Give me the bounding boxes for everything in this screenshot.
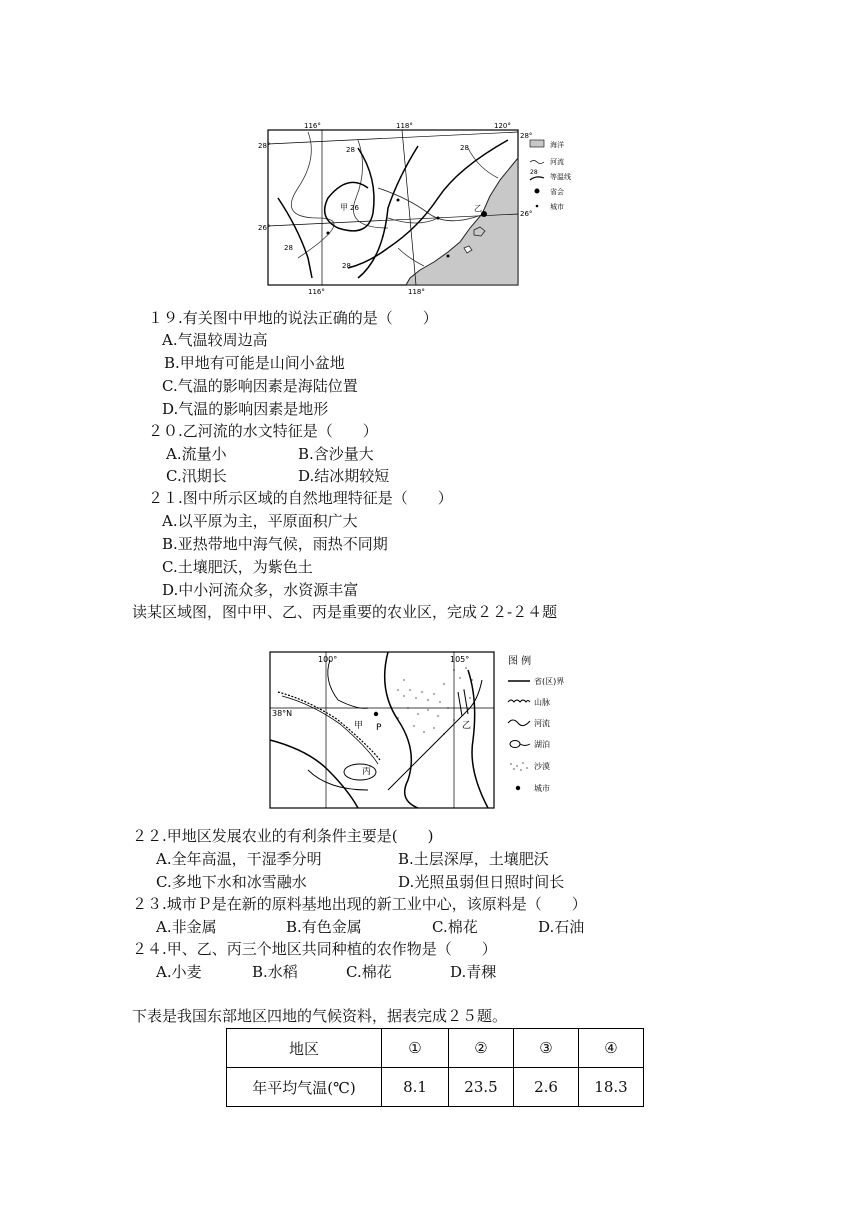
question-23-option-a: A.非金属 [156, 918, 217, 936]
table-header-row [227, 1029, 644, 1068]
lon-label: 105° [450, 655, 470, 664]
legend-sample: 28 [530, 169, 538, 176]
question-21-option-b: B.亚热带地中海气候，雨热不同期 [162, 535, 388, 553]
legend-label: 城市 [550, 203, 564, 211]
legend-label: 河流 [534, 719, 550, 728]
place-label-jia-value: 26 [350, 204, 359, 212]
question-21-option-c: C.土壤肥沃，为紫色土 [162, 558, 313, 576]
lat-label: 28° [258, 142, 271, 150]
lat-label: 26° [520, 210, 533, 218]
table-cell: 18.3 [579, 1068, 644, 1107]
lon-label: 118° [408, 288, 425, 296]
lat-label: 38°N [272, 709, 293, 718]
legend-label: 湖泊 [534, 740, 550, 749]
legend-label: 省(区)界 [534, 677, 565, 686]
table-header-cell: 地区 [227, 1029, 382, 1068]
question-19-option-d: D.气温的影响因素是地形 [162, 400, 329, 418]
lon-label: 116° [308, 288, 325, 296]
question-20-option-d: D.结冰期较短 [298, 467, 390, 485]
place-label-jia: 甲 [354, 721, 364, 731]
table-header-cell: ③ [514, 1029, 579, 1068]
legend-label: 省会 [550, 188, 564, 196]
question-23-option-d: D.石油 [538, 918, 585, 936]
legend-label: 沙漠 [534, 762, 550, 771]
question-19-option-c: C.气温的影响因素是海陆位置 [162, 377, 358, 395]
question-19-stem: １９.有关图中甲地的说法正确的是（ ） [148, 309, 438, 327]
question-22-option-a: A.全年高温，干湿季分明 [156, 850, 322, 868]
table-cell: 23.5 [449, 1068, 514, 1107]
southeast-china-isotherm-map [238, 118, 623, 298]
legend-label: 山脉 [534, 698, 550, 707]
section-intro-22-24: 读某区域图，图中甲、乙、丙是重要的农业区，完成２２-２４题 [132, 603, 558, 621]
city-marker [397, 199, 400, 202]
city-marker [327, 232, 330, 235]
isotherm-label: 28 [460, 144, 469, 152]
question-20-option-c: C.汛期长 [166, 467, 227, 485]
question-24-option-d: D.青稞 [450, 963, 497, 981]
table-row-label: 年平均气温(℃) [227, 1068, 382, 1107]
city-p-marker [374, 712, 378, 716]
isotherm-label: 28 [342, 262, 351, 270]
question-21-option-a: A.以平原为主，平原面积广大 [162, 512, 358, 530]
question-23-option-c: C.棉花 [432, 918, 478, 936]
question-23-option-b: B.有色金属 [286, 918, 362, 936]
table-cell: 8.1 [382, 1068, 449, 1107]
question-21-option-d: D.中小河流众多，水资源丰富 [162, 581, 359, 599]
lon-label: 118° [396, 122, 413, 130]
question-22-option-b: B.土层深厚，土壤肥沃 [398, 850, 549, 868]
question-24-option-a: A.小麦 [156, 963, 202, 981]
place-label-p: P [376, 723, 382, 733]
place-label-yi: 乙 [474, 204, 482, 213]
table-cell: 2.6 [514, 1068, 579, 1107]
legend-label: 海洋 [550, 141, 564, 149]
question-24-stem: ２４.甲、乙、丙三个地区共同种植的农作物是（ ） [132, 940, 497, 958]
lat-label: 28° [520, 132, 533, 140]
isotherm-label: 28 [346, 146, 355, 154]
question-23-stem: ２３.城市Ｐ是在新的原料基地出现的新工业中心，该原料是（ ） [132, 895, 587, 913]
climate-data-table [226, 1028, 644, 1107]
question-21-stem: ２１.图中所示区域的自然地理特征是（ ） [148, 489, 453, 507]
northwest-china-region-map [268, 650, 618, 810]
table-header-cell: ④ [579, 1029, 644, 1068]
legend-label: 河流 [550, 158, 564, 166]
place-label-bing: 丙 [362, 767, 372, 777]
lat-label: 26° [258, 224, 271, 232]
question-20-option-a: A.流量小 [166, 445, 227, 463]
table-header-cell: ② [449, 1029, 514, 1068]
question-19-option-a: A.气温较周边高 [162, 331, 268, 349]
question-20-stem: ２０.乙河流的水文特征是（ ） [148, 422, 378, 440]
question-24-option-b: B.水稻 [252, 963, 298, 981]
table-header-cell: ① [382, 1029, 449, 1068]
question-19-option-b: B.甲地有可能是山间小盆地 [164, 354, 345, 372]
question-24-option-c: C.棉花 [346, 963, 392, 981]
city-marker [437, 217, 440, 220]
question-22-option-d: D.光照虽弱但日照时间长 [398, 873, 565, 891]
place-label-jia: 甲 [340, 203, 348, 212]
table-row [227, 1068, 644, 1107]
question-22-option-c: C.多地下水和冰雪融水 [156, 873, 307, 891]
legend-label: 等温线 [550, 173, 571, 181]
place-label-yi: 乙 [462, 721, 472, 731]
legend-title: 图 例 [508, 656, 532, 667]
section-intro-25: 下表是我国东部地区四地的气候资料，据表完成２５题。 [132, 1007, 508, 1025]
city-marker [447, 255, 450, 258]
lon-label: 116° [304, 122, 321, 130]
lon-label: 100° [318, 655, 338, 664]
isotherm-label: 28 [284, 244, 293, 252]
legend-label: 城市 [534, 784, 550, 793]
question-22-stem: ２２.甲地区发展农业的有利条件主要是( ) [132, 827, 434, 845]
question-20-option-b: B.含沙量大 [298, 445, 374, 463]
lon-label: 120° [494, 122, 511, 130]
